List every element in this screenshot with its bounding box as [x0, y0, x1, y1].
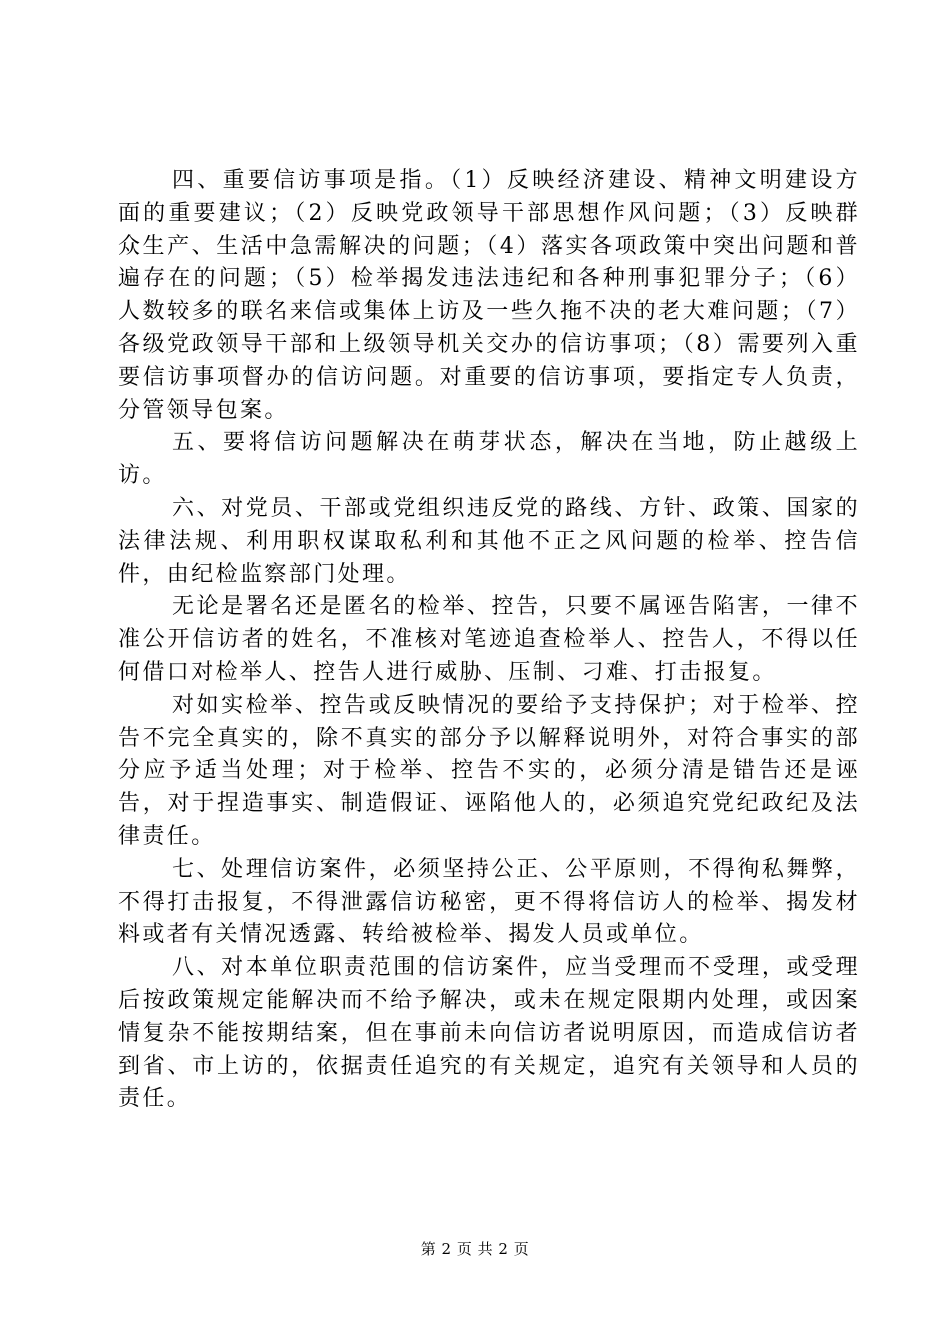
- paragraph-5: 五、要将信访问题解决在萌芽状态，解决在当地，防止越级上访。: [118, 430, 860, 489]
- paragraph-protection: 对如实检举、控告或反映情况的要给予支持保护；对于检举、控告不完全真实的，除不真实的部分予以解释说明外，对符合事实的部分应予适当处理；对于检举、控告不实的，必须分清是错告还是诬告，对于捏造事实、制造假证、诬陷他人的，必须追究党纪政纪及法律责任。: [118, 692, 860, 849]
- page-footer: [0, 1239, 950, 1259]
- page-number: 第 2 页 共 2 页: [420, 1240, 530, 1258]
- paragraph-8: 八、对本单位职责范围的信访案件，应当受理而不受理，或受理后按政策规定能解决而不给予解决，或未在规定限期内处理，或因案情复杂不能按期结案，但在事前未向信访者说明原因，而造成信访者到省、市上访的，依据责任追究的有关规定，追究有关领导和人员的责任。: [118, 955, 860, 1112]
- paragraph-anonymity: 无论是署名还是匿名的检举、控告，只要不属诬告陷害，一律不准公开信访者的姓名，不准核对笔迹追查检举人、控告人，不得以任何借口对检举人、控告人进行威胁、压制、刁难、打击报复。: [118, 594, 860, 685]
- paragraph-6: 六、对党员、干部或党组织违反党的路线、方针、政策、国家的法律法规、利用职权谋取私利和其他不正之风问题的检举、控告信件，由纪检监察部门处理。: [118, 495, 860, 587]
- paragraph-4: 四、重要信访事项是指。（1）反映经济建设、精神文明建设方面的重要建议；（2）反映党政领导干部思想作风问题；（3）反映群众生产、生活中急需解决的问题；（4）落实各项政策中突出问题和普遍存在的问题；（5）检举揭发违法违纪和各种刑事犯罪分子；（6）人数较多的联名来信或集体上访及一些久拖不决的老大难问题；（7）各级党政领导干部和上级领导机关交办的信访事项；（8）需要列入重要信访事项督办的信访问题。对重要的信访事项，要指定专人负责，分管领导包案。: [118, 168, 860, 423]
- document-body: [118, 165, 860, 1116]
- paragraph-7: 七、处理信访案件，必须坚持公正、公平原则，不得徇私舞弊，不得打击报复，不得泄露信访秘密，更不得将信访人的检举、揭发材料或者有关情况透露、转给被检举、揭发人员或单位。: [118, 856, 860, 948]
